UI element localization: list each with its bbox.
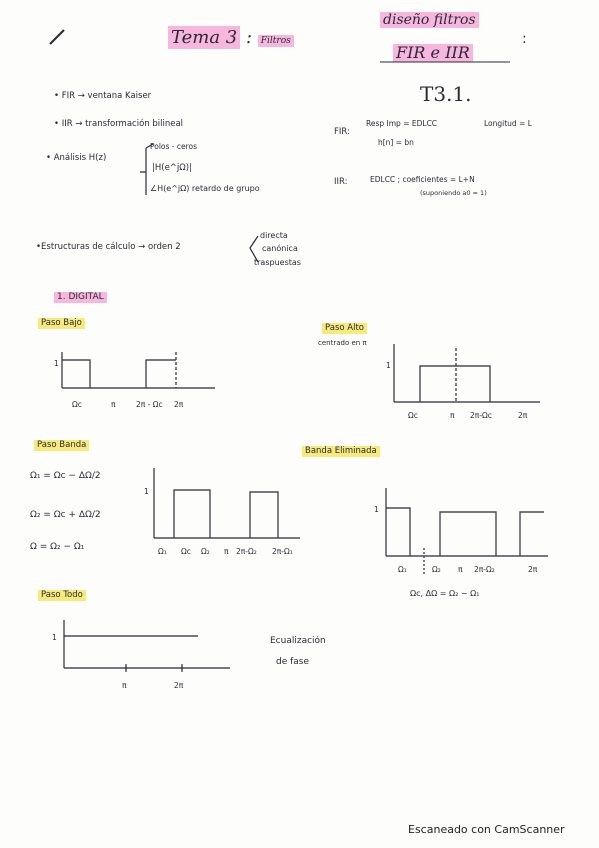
bullet-iir: • IIR → transformación bilineal	[54, 119, 184, 129]
bullet-estructuras: •Estructuras de cálculo → orden 2	[36, 242, 181, 252]
pbd-tick-5: 2π-Ω₁	[272, 547, 293, 556]
bullet-analisis: • Análisis H(z)	[46, 153, 107, 163]
pb-one: 1	[54, 359, 59, 368]
pt-tick-1: 2π	[174, 681, 184, 690]
pb-tick-3: 2π	[174, 400, 184, 409]
footer-watermark: Escaneado con CamScanner	[408, 823, 565, 836]
pbd-one: 1	[144, 487, 149, 496]
analisis-brace	[140, 144, 153, 195]
digital-heading: 1. DIGITAL	[54, 292, 107, 303]
plot-paso-alto	[394, 344, 540, 402]
plot-paso-todo	[64, 620, 230, 672]
fir-line1b: Longitud = L	[484, 119, 532, 128]
estructuras-item-3: traspuestas	[254, 258, 301, 267]
pb-tick-0: Ωc	[72, 400, 82, 409]
estructuras-item-1: directa	[260, 231, 288, 240]
paso-todo-label: Paso Todo	[38, 590, 86, 601]
plot-paso-banda	[154, 468, 300, 538]
pb-tick-2: 2π - Ωc	[136, 400, 163, 409]
formula-omega2: Ω₂ = Ωc + ΔΩ/2	[30, 510, 101, 520]
title-colon: :	[522, 31, 527, 47]
pbd-tick-0: Ω₁	[158, 547, 167, 556]
pbd-tick-4: 2π-Ω₂	[236, 547, 257, 556]
pa-tick-0: Ωc	[408, 411, 418, 420]
estructuras-brace	[250, 236, 258, 262]
fir-line1: Resp Imp = EDLCC	[366, 119, 438, 128]
pt-one: 1	[52, 633, 57, 642]
plot-banda-eliminada	[386, 488, 548, 576]
analisis-item-1: Polos - ceros	[150, 142, 198, 151]
title-line2: FIR e IIR	[393, 44, 473, 62]
be-tick-1: Ω₂	[432, 565, 441, 574]
de-fase-label: de fase	[276, 657, 310, 667]
analisis-item-2: |H(e^jΩ)|	[152, 163, 192, 173]
pt-tick-0: π	[122, 681, 127, 690]
paso-bajo-label: Paso Bajo	[38, 318, 85, 329]
formula-omega1: Ω₁ = Ωc − ΔΩ/2	[30, 471, 101, 481]
be-note: Ωc, ΔΩ = Ω₂ − Ω₁	[410, 589, 480, 598]
pa-tick-3: 2π	[518, 411, 528, 420]
fir-label: FIR:	[334, 127, 350, 137]
pa-tick-1: π	[450, 411, 455, 420]
tema-sub: Filtros	[258, 35, 294, 47]
be-tick-0: Ω₁	[398, 565, 407, 574]
section-number: T3.1.	[420, 82, 472, 106]
tema-colon: :	[245, 27, 253, 48]
be-tick-4: 2π	[528, 565, 538, 574]
iir-line2: (suponiendo a0 = 1)	[420, 189, 487, 197]
estructuras-item-2: canónica	[262, 244, 298, 253]
plot-paso-bajo	[62, 352, 215, 388]
paso-alto-note: centrado en π	[318, 339, 367, 347]
pbd-tick-2: Ω₂	[201, 547, 210, 556]
pbd-tick-1: Ωc	[181, 547, 191, 556]
title-line1: diseño filtros	[380, 12, 479, 28]
paso-banda-label: Paso Banda	[34, 440, 89, 451]
pa-tick-2: 2π-Ωc	[470, 411, 492, 420]
tema-text: Tema 3	[168, 26, 240, 49]
iir-label: IIR:	[334, 177, 348, 187]
paso-alto-label: Paso Alto	[322, 323, 367, 334]
formula-diff: Ω = Ω₂ − Ω₁	[30, 542, 85, 552]
be-tick-3: 2π-Ω₂	[474, 565, 495, 574]
slash-mark	[50, 30, 64, 44]
bullet-fir: • FIR → ventana Kaiser	[54, 91, 152, 101]
pb-tick-1: π	[111, 400, 116, 409]
pbd-tick-3: π	[224, 547, 229, 556]
analisis-item-3: ∠H(e^jΩ) retardo de grupo	[150, 184, 260, 193]
banda-eliminada-label: Banda Eliminada	[302, 446, 380, 457]
be-tick-2: π	[458, 565, 463, 574]
iir-line1: EDLCC ; coeficientes = L+N	[370, 175, 475, 184]
fir-line2: h[n] = bn	[378, 138, 414, 147]
ecualizacion-label: Ecualización	[270, 636, 326, 646]
be-one: 1	[374, 505, 379, 514]
pa-one: 1	[386, 361, 391, 370]
